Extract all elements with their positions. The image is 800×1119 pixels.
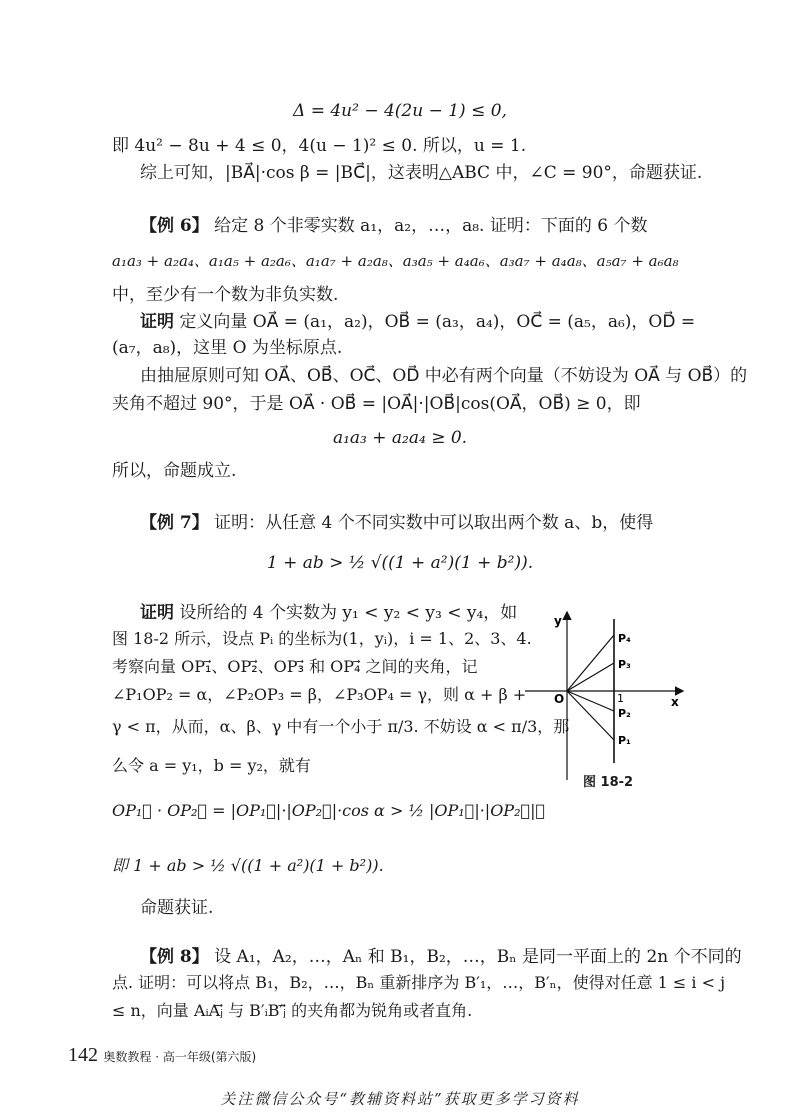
text-line: ∠P₁OP₂ = α，∠P₂OP₃ = β，∠P₃OP₄ = γ，则 α + β + (112, 685, 527, 704)
example-statement: 证明：从任意 4 个不同实数中可以取出两个数 a、b，使得 (214, 513, 654, 533)
text-line: γ < π，从而，α、β、γ 中有一个小于 π/3. 不妨设 α < π/3，那 (112, 717, 570, 736)
point-label-p4: P₄ (618, 632, 631, 645)
text-line: 所以，命题成立. (112, 461, 237, 481)
product-list: a₁a₃ + a₂a₄、a₁a₅ + a₂a₆、a₁a₇ + a₂a₈、a₃a₅ + a₄a₆、a₃a₇ + a₄a₈、a₅a₇ + a₆a₈ (112, 252, 679, 270)
segment-op3 (567, 663, 614, 691)
x-axis-label: x (671, 695, 679, 709)
text-line: 点. 证明：可以将点 B₁，B₂，…，Bₙ 重新排序为 B′₁，…，B′ₙ，使得对任意 1 ≤ i < j (112, 973, 726, 992)
segment-op1 (567, 691, 614, 740)
y-axis-label: y (554, 614, 562, 628)
text-line: 考察向量 OP₁⃗、OP₂⃗、OP₃⃗ 和 OP₄⃗ 之间的夹角，记 (112, 657, 478, 676)
example-statement: 给定 8 个非零实数 a₁，a₂，…，a₈. 证明：下面的 6 个数 (214, 216, 648, 236)
text-line: (a₇，a₈)，这里 O 为坐标原点. (112, 338, 343, 358)
segment-op4 (567, 635, 614, 691)
figure-18-2 (520, 605, 690, 795)
book-title: 奥数教程 · 高一年级(第六版) (103, 1050, 257, 1064)
proof-text: 定义向量 OA⃗ = (a₁，a₂)，OB⃗ = (a₃，a₄)，OC⃗ = (a₅，a₆)，OD⃗ = (179, 312, 696, 332)
segment-op2 (567, 691, 614, 711)
text-line: 即 4u² − 8u + 4 ≤ 0，4(u − 1)² ≤ 0. 所以，u = 1. (112, 136, 527, 156)
proof-label: 证明 (140, 603, 174, 623)
bottom-promo-note: 关注微信公众号“教辅资料站”获取更多学习资料 (220, 1090, 580, 1108)
text-line: 图 18-2 所示，设点 Pᵢ 的坐标为(1，yᵢ)，i = 1、2、3、4. (112, 629, 532, 648)
text-line: 中，至少有一个数为非负实数. (112, 285, 339, 305)
example-statement: 设 A₁，A₂，…，Aₙ 和 B₁，B₂，…，Bₙ 是同一平面上的 2n 个不同的 (214, 947, 742, 967)
equation-delta: Δ = 4u² − 4(2u − 1) ≤ 0, (293, 101, 507, 121)
example-6-heading (140, 215, 647, 237)
equation: 1 + ab > ½ √((1 + a²)(1 + b²)). (266, 553, 534, 573)
example-title: 【例 6】 (140, 216, 209, 236)
text-line: ≤ n，向量 AᵢAⱼ⃗ 与 B′ᵢB′ⱼ⃗ 的夹角都为锐角或者直角. (112, 1001, 473, 1020)
point-label-p2: P₂ (618, 707, 631, 720)
proof-line (140, 602, 517, 624)
text-line: 由抽屉原则可知 OA⃗、OB⃗、OC⃗、OD⃗ 中必有两个向量（不妨设为 OA⃗ 与 OB⃗）的 (140, 366, 748, 386)
text-line: 命题获证. (140, 898, 214, 918)
proof-label: 证明 (140, 312, 174, 332)
text-line: 么令 a = y₁，b = y₂，就有 (112, 756, 311, 775)
page-footer (68, 1044, 256, 1068)
example-7-heading (140, 512, 653, 534)
figure-caption: 图 18-2 (583, 775, 634, 790)
tick-label: 1 (617, 692, 624, 705)
example-title: 【例 8】 (140, 947, 209, 967)
equation: a₁a₃ + a₂a₄ ≥ 0. (332, 428, 468, 448)
text-line: 综上可知，|BA⃗|·cos β = |BC⃗|，这表明△ABC 中，∠C = 90°，命题获证. (140, 163, 703, 183)
point-label-p1: P₁ (618, 734, 631, 747)
proof-line (140, 311, 695, 333)
origin-label: O (554, 692, 565, 706)
example-8-heading (140, 946, 742, 968)
text-line: 夹角不超过 90°，于是 OA⃗ · OB⃗ = |OA⃗|·|OB⃗|cos(OA⃗，OB⃗) ≥ 0，即 (112, 394, 641, 414)
page-number: 142 (68, 1044, 98, 1066)
equation: OP₁⃗ · OP₂⃗ = |OP₁⃗|·|OP₂⃗|·cos α > ½ |OP₁⃗|·|OP₂⃗|， (112, 801, 546, 820)
proof-text: 设所给的 4 个实数为 y₁ < y₂ < y₃ < y₄，如 (179, 603, 518, 623)
equation: 即 1 + ab > ½ √((1 + a²)(1 + b²)). (112, 856, 384, 875)
example-title: 【例 7】 (140, 513, 209, 533)
point-label-p3: P₃ (618, 658, 631, 671)
